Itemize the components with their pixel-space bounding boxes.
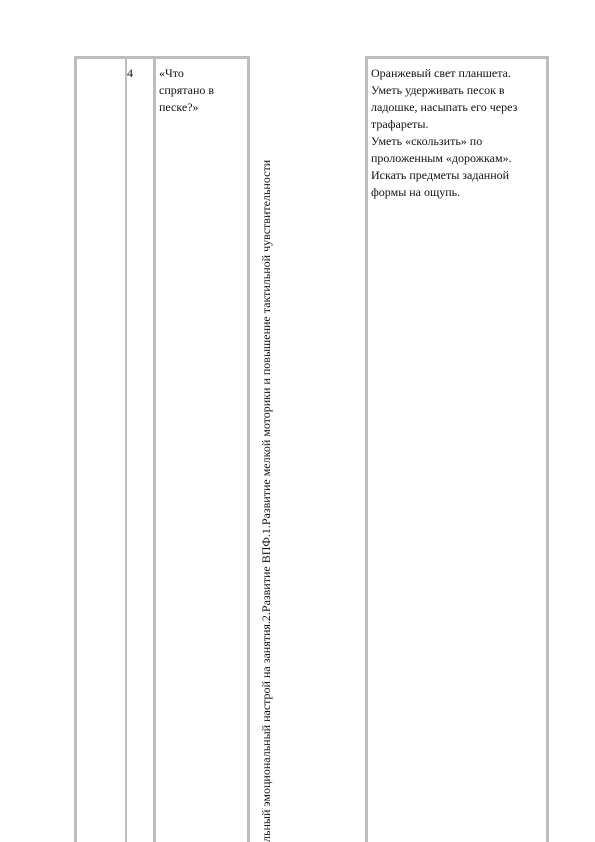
activity-title-cell: «Что спрятано в песке?» (159, 66, 215, 114)
column-border-4 (247, 56, 250, 842)
goals-cell (254, 60, 278, 842)
row-number-cell: 4 (127, 66, 133, 80)
column-border-5 (365, 56, 368, 842)
column-border-3 (153, 56, 156, 842)
description-cell: Оранжевый свет планшета. Уметь удерживать песок в ладошке, насыпать его через трафареты. Уметь «скользить» по проложенным «дорожкам». Искать предметы заданной формы на ощупь. (371, 66, 518, 199)
goals-vertical-text: льный эмоциональный настрой на занятия.2.Развитие ВПФ.1.Развитие мелкой моторики и повышение тактильной чувствительности (259, 159, 273, 842)
top-border-right (366, 56, 549, 59)
column-border-1 (74, 56, 77, 842)
top-border-left (74, 56, 249, 59)
column-border-6 (546, 56, 549, 842)
column-border-2 (125, 56, 127, 842)
